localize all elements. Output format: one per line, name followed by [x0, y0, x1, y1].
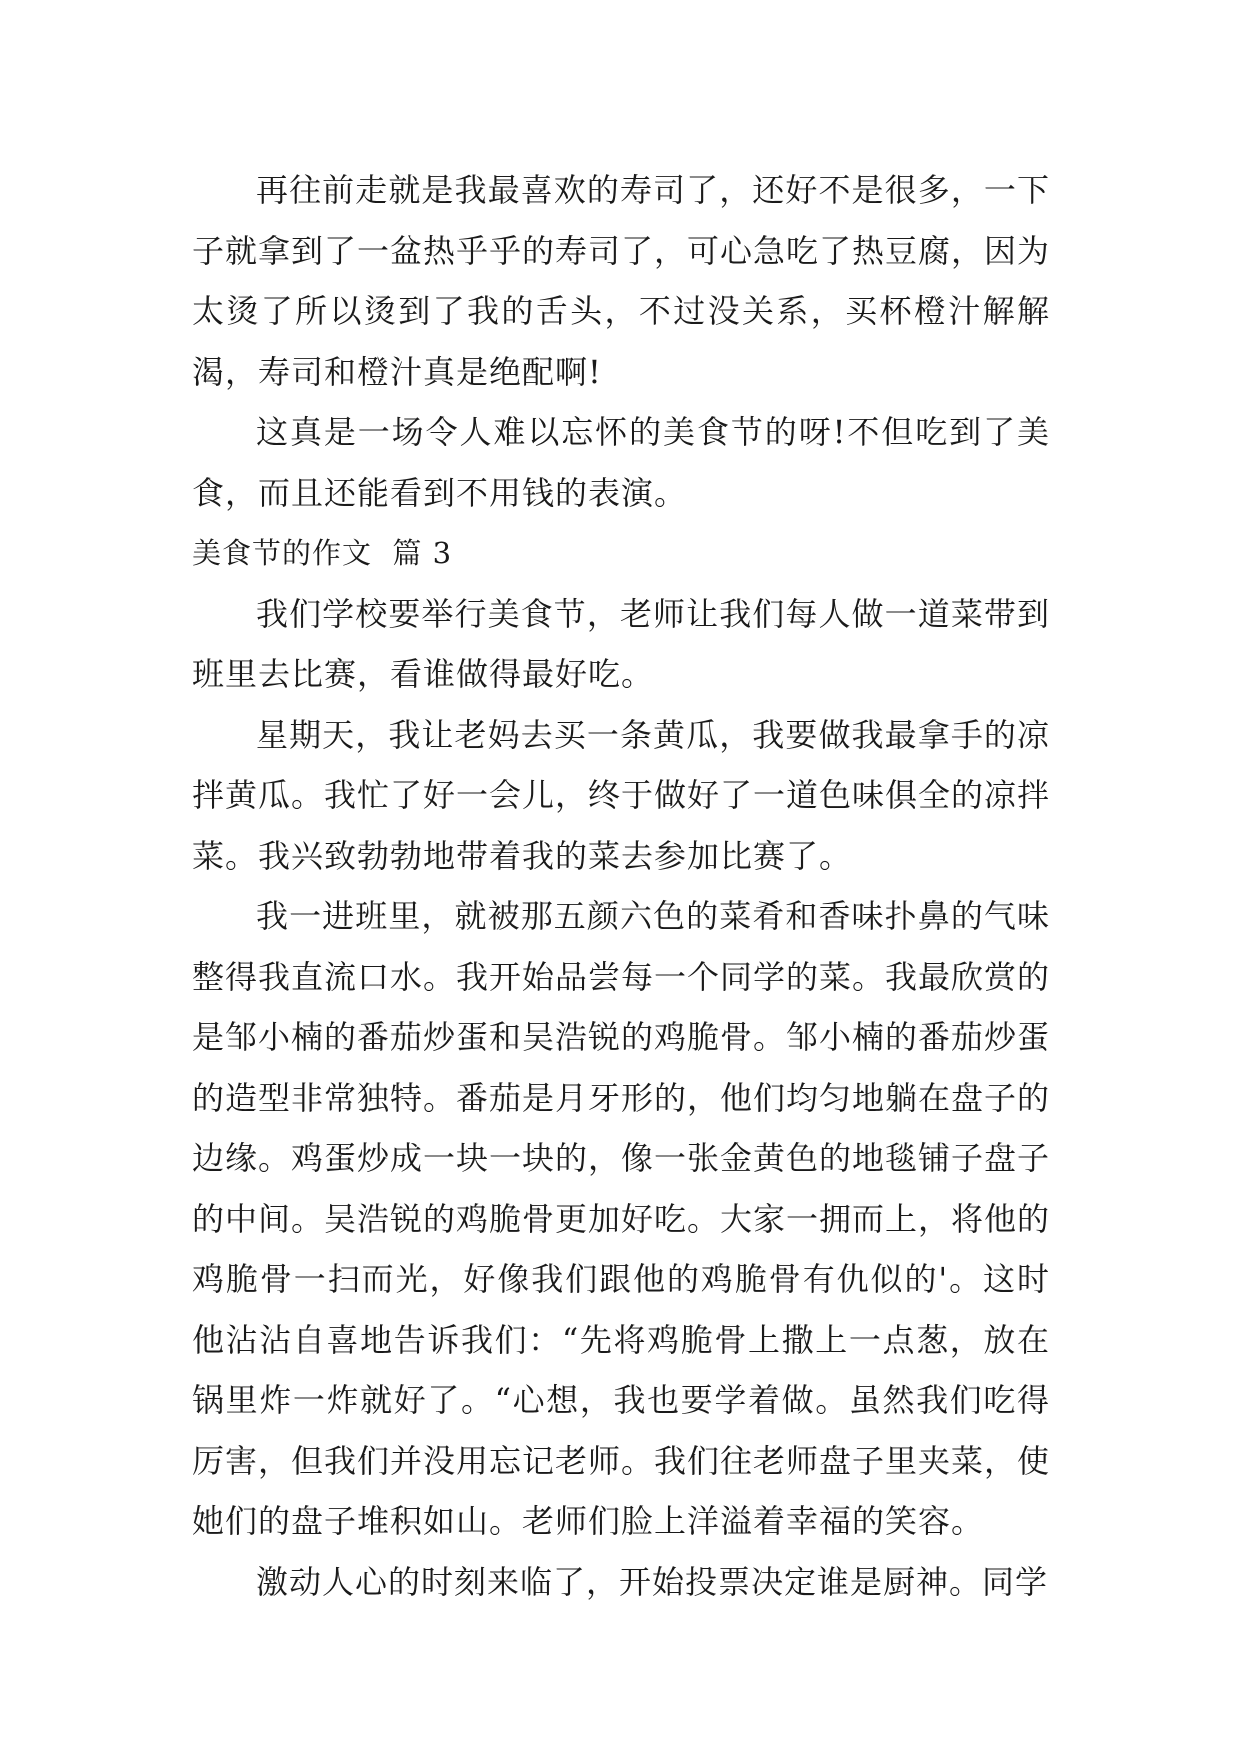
paragraph: 星期天，我让老妈去买一条黄瓜，我要做我最拿手的凉拌黄瓜。我忙了好一会儿，终于做好了一道色味俱全的凉拌菜。我兴致勃勃地带着我的菜去参加比赛了。: [192, 715, 1051, 875]
paragraph: 我一进班里，就被那五颜六色的菜肴和香味扑鼻的气味整得我直流口水。我开始品尝每一个同学的菜。我最欣赏的是邹小楠的番茄炒蛋和吴浩锐的鸡脆骨。邹小楠的番茄炒蛋的造型非常独特。番茄是月牙形的，他们均匀地躺在盘子的边缘。鸡蛋炒成一块一块的，像一张金黄色的地毯铺子盘子的中间。吴浩锐的鸡脆骨更加好吃。大家一拥而上，将他的鸡脆骨一扫而光，好像我们跟他的鸡脆骨有仇似的'。这时他沾沾自喜地告诉我们：“先将鸡脆骨上撒上一点葱，放在锅里炸一炸就好了。“心想，我也要学着做。虽然我们吃得厉害，但我们并没用忘记老师。我们往老师盘子里夹菜，使她们的盘子堆积如山。老师们脸上洋溢着幸福的笑容。: [192, 897, 1051, 1540]
paragraph: 这真是一场令人难以忘怀的美食节的呀!不但吃到了美食，而且还能看到不用钱的表演。: [192, 413, 1050, 512]
paragraph: 我们学校要举行美食节，老师让我们每人做一道菜带到班里去比赛，看谁做得最好吃。: [192, 594, 1050, 693]
document-page: [192, 160, 1050, 1612]
section-heading: 美食节的作文 篇 3: [192, 536, 453, 570]
paragraph: 激动人心的时刻来临了，开始投票决定谁是厨神。同学: [256, 1562, 1049, 1601]
paragraph: 再往前走就是我最喜欢的寿司了，还好不是很多，一下子就拿到了一盆热乎乎的寿司了，可心急吃了热豆腐，因为太烫了所以烫到了我的舌头，不过没关系，买杯橙汁解解渴，寿司和橙汁真是绝配啊!: [192, 171, 1051, 391]
